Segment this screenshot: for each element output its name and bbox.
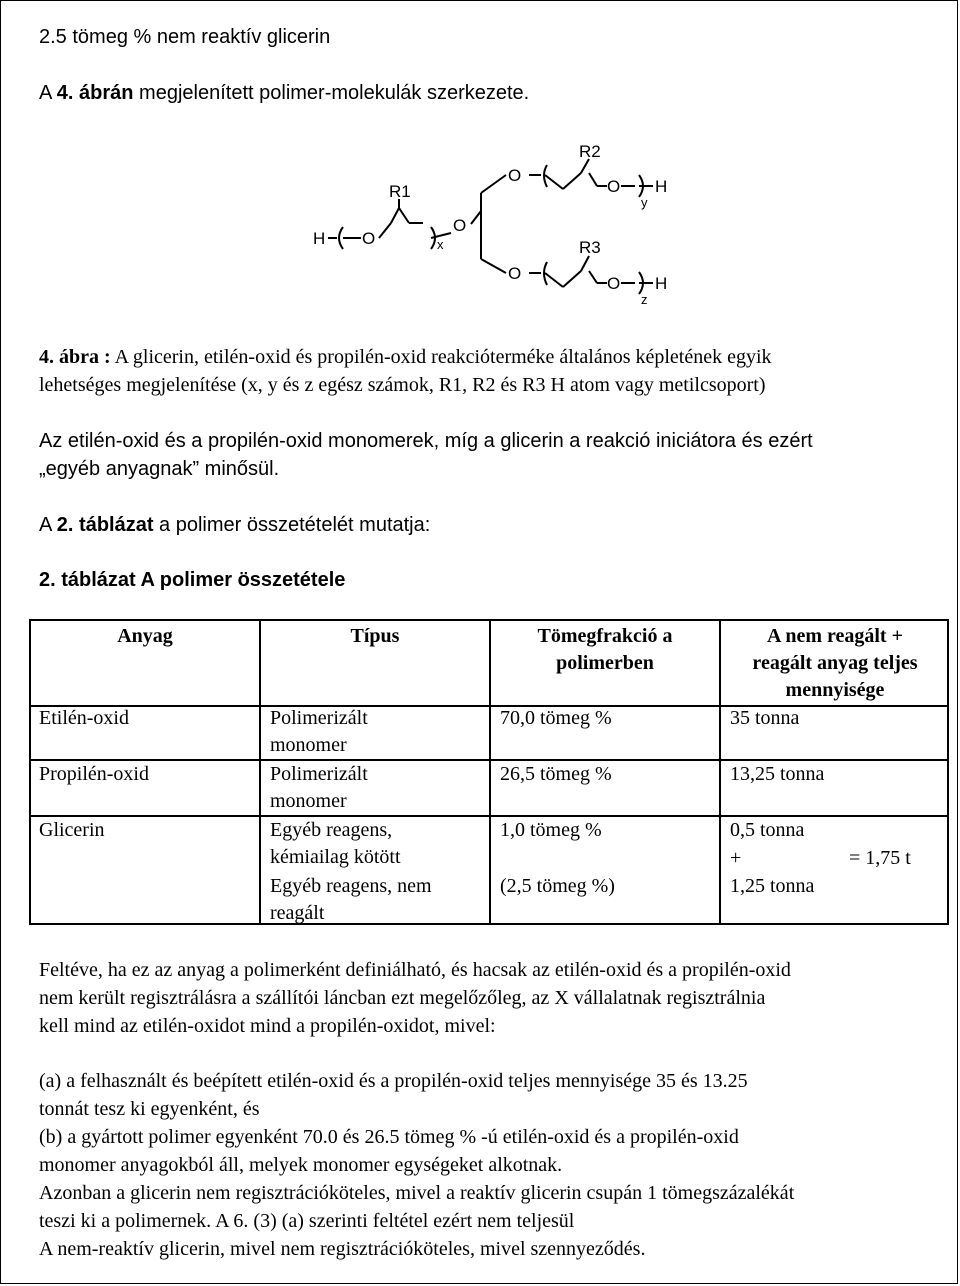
subscript-x: x bbox=[437, 237, 444, 252]
monomer-paragraph: Az etilén-oxid és a propilén-oxid monomerek, míg a glicerin a reakció iniciátora és ezért „egyéb anyagnak” minősül. bbox=[39, 430, 813, 480]
label-r2: R2 bbox=[579, 142, 601, 161]
atom-o-center: O bbox=[453, 216, 467, 235]
table-reference-bold: 2. táblázat bbox=[56, 514, 154, 536]
table-row-glicerin-menny-kotott: 0,5 tonna bbox=[730, 819, 805, 841]
subscript-z: z bbox=[641, 292, 648, 307]
header-tomegfrakcio: Tömegfrakció a polimerben bbox=[537, 625, 673, 674]
table-row-glicerin-tomeg-kotott: 1,0 tömeg % bbox=[500, 819, 602, 841]
label-r3: R3 bbox=[579, 238, 601, 257]
line-reactive-glycerin: 2.5 tömeg % nem reaktív glicerin bbox=[39, 26, 331, 48]
table-row-glicerin-anyag: Glicerin bbox=[39, 819, 105, 841]
figure-reference-line: A 4. ábrán megjelenített polimer-molekulák szerkezete. bbox=[39, 82, 530, 104]
composition-table bbox=[29, 619, 949, 925]
atom-o-top: O bbox=[508, 166, 522, 185]
caption-label: 4. ábra : bbox=[39, 346, 111, 368]
table-row-etilen-anyag: Etilén-oxid bbox=[39, 707, 129, 729]
atom-o-top-end: O bbox=[607, 177, 621, 196]
table-reference-line: A 2. táblázat a polimer összetételét mutatja: bbox=[39, 514, 431, 536]
table-row-propilen-menny: 13,25 tonna bbox=[730, 763, 825, 785]
atom-o-bottom-end: O bbox=[607, 274, 621, 293]
structure-labels bbox=[313, 142, 667, 307]
figure-reference-bold: 4. ábrán bbox=[56, 82, 134, 104]
table-row-etilen-menny: 35 tonna bbox=[730, 707, 800, 729]
table-row-propilen-tipus: Polimerizált monomer bbox=[270, 763, 368, 812]
table-row-glicerin-tomeg-nem-reagalt: (2,5 tömeg %) bbox=[500, 875, 615, 897]
polymer-structure-figure bbox=[301, 131, 691, 311]
table-title: 2. táblázat A polimer összetétele bbox=[39, 569, 346, 591]
table-row-glicerin-tipus-kotott: Egyéb reagens, kémiailag kötött bbox=[270, 819, 401, 868]
figure-caption: 4. ábra : A glicerin, etilén-oxid és propilén-oxid reakcióterméke általános képletének egyik lehetséges megjelenítése (x, y és z egész számok, R1, R2 és R3 H atom vagy metilcsoport) bbox=[39, 346, 772, 396]
table-row-etilen-tipus: Polimerizált monomer bbox=[270, 707, 368, 756]
registration-paragraph: Feltéve, ha ez az anyag a polimerként definiálható, és hacsak az etilén-oxid és a propilén-oxid nem került regisztrálásra a szállítói láncban ezt megelőzőleg, az X vállalatnak regisztrálnia kell mind az etilén-oxidot mind a propilén-oxidot, mivel: bbox=[39, 959, 791, 1037]
table-row-glicerin-menny-nem-reagalt: 1,25 tonna bbox=[730, 875, 815, 897]
atom-h-top: H bbox=[655, 177, 668, 196]
header-mennyiseg: A nem reagált + reagált anyag teljes mennyisége bbox=[752, 625, 918, 701]
table-row-glicerin-tipus-nem-reagalt: Egyéb reagens, nem reagált bbox=[270, 875, 432, 924]
table-row-glicerin-plus: + bbox=[730, 847, 742, 869]
table-row-etilen-tomeg: 70,0 tömeg % bbox=[500, 707, 612, 729]
header-anyag: Anyag bbox=[117, 625, 173, 647]
table-row-glicerin-total: = 1,75 t bbox=[849, 847, 911, 869]
structure-bonds bbox=[328, 159, 653, 294]
conditions-paragraph: (a) a felhasznált és beépített etilén-oxid és a propilén-oxid teljes mennyisége 35 és 13.25 tonnát tesz ki egyenként, és (b) a gyártott polimer egyenként 70.0 és 26.5 tömeg % -ú etilén-oxid és a propilén-oxid monomer anyagokból áll, melyek monomer egységeket alkotnak. Azonban a glicerin nem regisztrációköteles, mivel a reaktív glicerin csupán 1 tömegszázalékát teszi ki a polimernek. A 6. (3) (a) szerinti feltétel ezért nem teljesül A nem-reaktív glicerin, mivel nem regisztrációköteles, mivel szennyeződés. bbox=[39, 1070, 795, 1260]
table-row-propilen-tomeg: 26,5 tömeg % bbox=[500, 763, 612, 785]
table-row-propilen-anyag: Propilén-oxid bbox=[39, 763, 149, 785]
atom-h-left: H bbox=[313, 229, 326, 248]
atom-o-1: O bbox=[362, 229, 376, 248]
label-r1: R1 bbox=[389, 182, 411, 201]
atom-h-bottom: H bbox=[655, 274, 668, 293]
atom-o-bottom: O bbox=[508, 264, 522, 283]
header-tipus: Típus bbox=[350, 625, 400, 647]
subscript-y: y bbox=[641, 195, 648, 210]
